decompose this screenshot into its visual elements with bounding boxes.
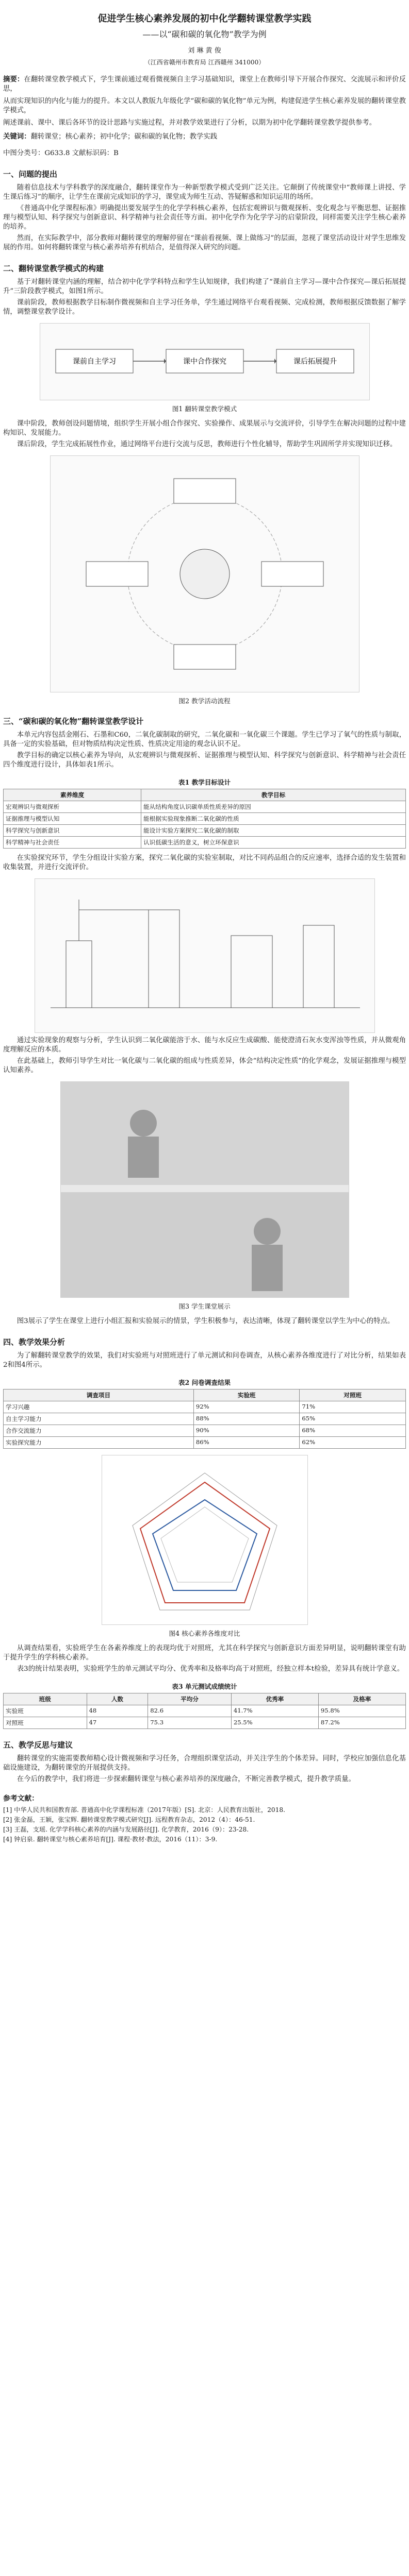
references-heading: 参考文献：	[3, 1794, 39, 1803]
figure-caption: 图4 核心素养各维度对比	[169, 1630, 240, 1638]
person-icon	[128, 1137, 159, 1178]
table-cell: 86%	[193, 1437, 300, 1449]
abstract-line: 阐述课前、课中、课后各环节的设计思路与实施过程，并对教学效果进行了分析，以期为初中化学翻转课堂教学提供参考。	[3, 119, 377, 127]
table-cell: 实验探究能力	[4, 1437, 194, 1449]
apparatus-diagram	[35, 879, 374, 1032]
figure-2	[50, 455, 359, 692]
section-heading: 二、翻转课堂教学模式的构建	[3, 264, 104, 274]
table-cell: 对照班	[4, 1717, 87, 1729]
body-paragraph: 在今后的教学中，我们将进一步探索翻转课堂与核心素养培养的深度融合，不断完善教学模式，提升教学质量。	[17, 1775, 355, 1784]
classification: 中图分类号：G633.8 文献标识码：B	[3, 149, 119, 158]
body-paragraph: 表3的统计结果表明，实验班学生的单元测试平均分、优秀率和及格率均高于对照班，经独立样本t检验，差异具有统计学意义。	[17, 1665, 404, 1673]
paper-title: 促进学生核心素养发展的初中化学翻转课堂教学实践	[97, 13, 312, 24]
table-cell: 62%	[300, 1437, 406, 1449]
table-row	[4, 1705, 406, 1717]
reference-item: [3] 王磊，支瑶. 化学学科核心素养的内涵与发展路径[J]. 化学教育，2016（9）：23-28.	[3, 1826, 249, 1834]
table-cell: 95.8%	[318, 1705, 405, 1717]
table-header: 对照班	[300, 1389, 406, 1401]
flow-box-label: 课中合作探究	[183, 358, 226, 366]
table-cell: 能从结构角度认识碳单质性质差异的原因	[141, 801, 406, 813]
table-cell: 88%	[193, 1413, 300, 1425]
cylinder-shape	[303, 925, 334, 1008]
table-1	[3, 789, 406, 849]
table-cell: 认识低碳生活的意义，树立环保意识	[141, 837, 406, 849]
table-cell: 65%	[300, 1413, 406, 1425]
table-row	[4, 825, 406, 837]
abstract-line: 在翻转课堂教学模式下，学生课前通过观看微视频自主学习基础知识，课堂上在教师引导下开展合作探究、交流展示和评价反思，	[3, 76, 406, 93]
table-cell: 90%	[193, 1425, 300, 1437]
table-cell: 证据推理与模型认知	[4, 813, 141, 825]
table-cell: 学习兴趣	[4, 1401, 194, 1413]
body-paragraph: 随着信息技术与学科教学的深度融合，翻转课堂作为一种新型教学模式受到广泛关注。它颠倒了传统课堂中“教师课上讲授、学生课后练习”的顺序，让学生在课前完成知识的学习，课堂成为师生互动、答疑解惑和知识运用的场所。	[3, 184, 406, 201]
authors: 刘 琳 黄 俊	[188, 47, 221, 55]
section-heading: 一、问题的提出	[3, 170, 58, 179]
body-paragraph: 图3展示了学生在课堂上进行小组汇报和实验展示的情景，学生积极参与，表达清晰，体现了翻转课堂以学生为中心的特点。	[17, 1317, 395, 1326]
table-header: 班级	[4, 1693, 87, 1705]
arrow-head-icon	[274, 359, 276, 364]
table-cell: 合作交流能力	[4, 1425, 194, 1437]
body-paragraph: 在此基础上，教师引导学生对比一氧化碳与二氧化碳的组成与性质差异，体会“结构决定性质”的化学观念，发展证据推理与模型认知素养。	[3, 1057, 406, 1075]
radar-chart	[102, 1455, 307, 1624]
section-heading: 四、教学效果分析	[3, 1337, 66, 1347]
table-header: 及格率	[318, 1693, 405, 1705]
radar-grid	[133, 1473, 277, 1610]
activity-node	[174, 645, 236, 669]
table-header: 素养维度	[4, 789, 141, 801]
photo-panel	[61, 1082, 349, 1185]
table-caption: 表3 单元测试成绩统计	[172, 1683, 237, 1691]
abstract-label: 摘要：	[3, 75, 24, 83]
activity-node	[86, 562, 148, 586]
flow-diagram	[40, 324, 369, 400]
body-paragraph: 《普通高中化学课程标准》明确提出要发展学生的化学学科核心素养，包括宏观辨识与微观探析、变化观念与平衡思想、证据推理与模型认知、科学探究与创新意识、科学精神与社会责任等方面。初中化学作为化学学习的启蒙阶段，同样需要关注学生核心素养的培养。	[3, 205, 406, 231]
body-paragraph: 翻转课堂的实施需要教师精心设计微视频和学习任务，合理组织课堂活动，并关注学生的个体差异。同时，学校应加强信息化基础设施建设，为翻转课堂的开展提供支持。	[3, 1755, 406, 1772]
table-cell: 科学探究与创新意识	[4, 825, 141, 837]
figure-caption: 图1 翻转课堂教学模式	[172, 405, 237, 413]
table-cell: 48	[87, 1705, 148, 1717]
paper-page	[0, 11, 409, 2576]
table-header: 人数	[87, 1693, 148, 1705]
table-row	[4, 1437, 406, 1449]
table-row	[4, 813, 406, 825]
figure-4	[102, 1455, 308, 1625]
table-cell: 87.2%	[318, 1717, 405, 1729]
table-header: 教学目标	[141, 789, 406, 801]
bottle-shape	[149, 910, 179, 1008]
body-paragraph: 教学目标的确定以核心素养为导向，从宏观辨识与微观探析、证据推理与模型认知、科学探究与创新意识、科学精神与社会责任四个维度进行设计，具体如表1所示。	[3, 752, 406, 769]
table-row	[4, 837, 406, 849]
table-cell: 75.3	[148, 1717, 232, 1729]
classroom-photo	[61, 1082, 349, 1297]
flask-shape	[66, 941, 92, 1008]
table-2	[3, 1389, 406, 1449]
body-paragraph: 通过实验现象的观察与分析，学生认识到二氧化碳能溶于水、能与水反应生成碳酸、能使澄清石灰水变浑浊等性质，并从微观角度理解反应的本质。	[3, 1037, 406, 1054]
figure-3	[60, 1081, 349, 1298]
reference-item: [1] 中华人民共和国教育部. 普通高中化学课程标准（2017年版）[S]. 北京：人民教育出版社，2018.	[3, 1806, 285, 1814]
activity-node	[261, 562, 323, 586]
keywords: 翻转课堂；核心素养；初中化学；碳和碳的氧化物；教学实践	[30, 133, 218, 141]
body-paragraph: 然而，在实际教学中，部分教师对翻转课堂的理解停留在“课前看视频、课上做练习”的层面，忽视了课堂活动设计对学生思维发展的作用。如何将翻转课堂与核心素养培养有机结合，是值得深入研究的问题。	[3, 234, 406, 252]
body-paragraph: 本单元内容包括金刚石、石墨和C60，二氧化碳制取的研究，二氧化碳和一氧化碳三个课题。学生已学习了氧气的性质与制取，具备一定的实验基础，但对物质结构决定性质、性质决定用途的观念认识不足。	[3, 731, 406, 749]
radar-series	[153, 1500, 257, 1590]
reference-item: [4] 钟启泉. 翻转课堂与核心素养培育[J]. 课程·教材·教法，2016（11）：3-9.	[3, 1836, 218, 1843]
beaker-shape	[231, 936, 272, 1008]
body-paragraph: 在实验探究环节，学生分组设计实验方案，探究二氧化碳的实验室制取，对比不同药品组合的反应速率，选择合适的发生装置和收集装置，并进行交流评价。	[3, 854, 406, 872]
person-icon	[252, 1245, 283, 1291]
activity-diagram	[51, 456, 359, 692]
table-3	[3, 1693, 406, 1729]
table-cell: 能设计实验方案探究二氧化碳的制取	[141, 825, 406, 837]
table-cell: 能根据实验现象推断二氧化碳的性质	[141, 813, 406, 825]
table-row	[4, 801, 406, 813]
person-icon	[130, 1110, 157, 1137]
table-cell: 82.6	[148, 1705, 232, 1717]
table-row	[4, 1717, 406, 1729]
table-row	[4, 1401, 406, 1413]
body-paragraph: 基于对翻转课堂内涵的理解，结合初中化学学科特点和学生认知规律，我们构建了“课前自主学习—课中合作探究—课后拓展提升”三阶段教学模式，如图1所示。	[3, 278, 406, 296]
body-paragraph: 课中阶段，教师创设问题情境，组织学生开展小组合作探究、实验操作、成果展示与交流评价，引导学生在解决问题的过程中建构知识、发展能力。	[3, 420, 406, 437]
person-icon	[254, 1218, 281, 1245]
table-header: 平均分	[148, 1693, 232, 1705]
affiliation: （江西省赣州市教育局 江西赣州 341000）	[144, 59, 265, 66]
figure-caption: 图3 学生课堂展示	[178, 1302, 231, 1311]
flow-box-label: 课后拓展提升	[293, 358, 337, 366]
radar-grid	[161, 1507, 249, 1582]
table-cell: 92%	[193, 1401, 300, 1413]
table-row	[4, 1413, 406, 1425]
figure-caption: 图2 教学活动流程	[178, 697, 231, 705]
table-cell: 47	[87, 1717, 148, 1729]
body-paragraph: 课前阶段，教师根据教学目标制作微视频和自主学习任务单，学生通过网络平台观看视频、完成检测，教师根据反馈数据了解学情，调整课堂教学设计。	[3, 299, 406, 316]
section-heading: 五、教学反思与建议	[3, 1740, 73, 1750]
table-cell: 实验班	[4, 1705, 87, 1717]
activity-node	[174, 479, 236, 503]
body-paragraph: 为了解翻转课堂教学的效果，我们对实验班与对照班进行了单元测试和问卷调查，从核心素养各维度进行了对比分析，结果如表2和图4所示。	[3, 1352, 406, 1369]
photo-panel	[61, 1192, 349, 1297]
table-header: 调查项目	[4, 1389, 194, 1401]
table-header: 实验班	[193, 1389, 300, 1401]
table-cell: 25.5%	[231, 1717, 318, 1729]
body-paragraph: 课后阶段，学生完成拓展性作业，通过网络平台进行交流与反思，教师进行个性化辅导，帮助学生巩固所学并实现知识迁移。	[17, 440, 397, 449]
section-heading: 三、“碳和碳的氧化物”翻转课堂教学设计	[3, 717, 144, 726]
flow-box-label: 课前自主学习	[72, 358, 116, 366]
table-header: 优秀率	[231, 1693, 318, 1705]
keywords-label: 关键词：	[3, 132, 31, 141]
table-cell: 68%	[300, 1425, 406, 1437]
center-node	[180, 549, 230, 599]
table-cell: 宏观辨识与微观探析	[4, 801, 141, 813]
experiment-figure	[35, 878, 375, 1033]
table-row	[4, 1425, 406, 1437]
reference-item: [2] 张金磊，王颖，张宝辉. 翻转课堂教学模式研究[J]. 远程教育杂志，2012（4）：46-51.	[3, 1816, 255, 1824]
body-paragraph: 从调查结果看，实验班学生在各素养维度上的表现均优于对照班，尤其在科学探究与创新意识方面差异明显，说明翻转课堂有助于提升学生的学科核心素养。	[3, 1645, 406, 1662]
arrow-head-icon	[164, 359, 166, 364]
abstract-line: 从而实现知识的内化与能力的提升。本文以人教版九年级化学“碳和碳的氧化物”单元为例，构建促进学生核心素养发展的翻转课堂教学模式，	[3, 97, 406, 114]
figure-1	[40, 323, 370, 400]
table-cell: 71%	[300, 1401, 406, 1413]
table-caption: 表2 问卷调查结果	[178, 1379, 231, 1387]
table-cell: 科学精神与社会责任	[4, 837, 141, 849]
table-cell: 自主学习能力	[4, 1413, 194, 1425]
abstract	[3, 75, 406, 157]
table-cell: 41.7%	[231, 1705, 318, 1717]
paper-subtitle: ——以“碳和碳的氧化物”教学为例	[142, 29, 267, 39]
table-caption: 表1 教学目标设计	[178, 778, 231, 787]
